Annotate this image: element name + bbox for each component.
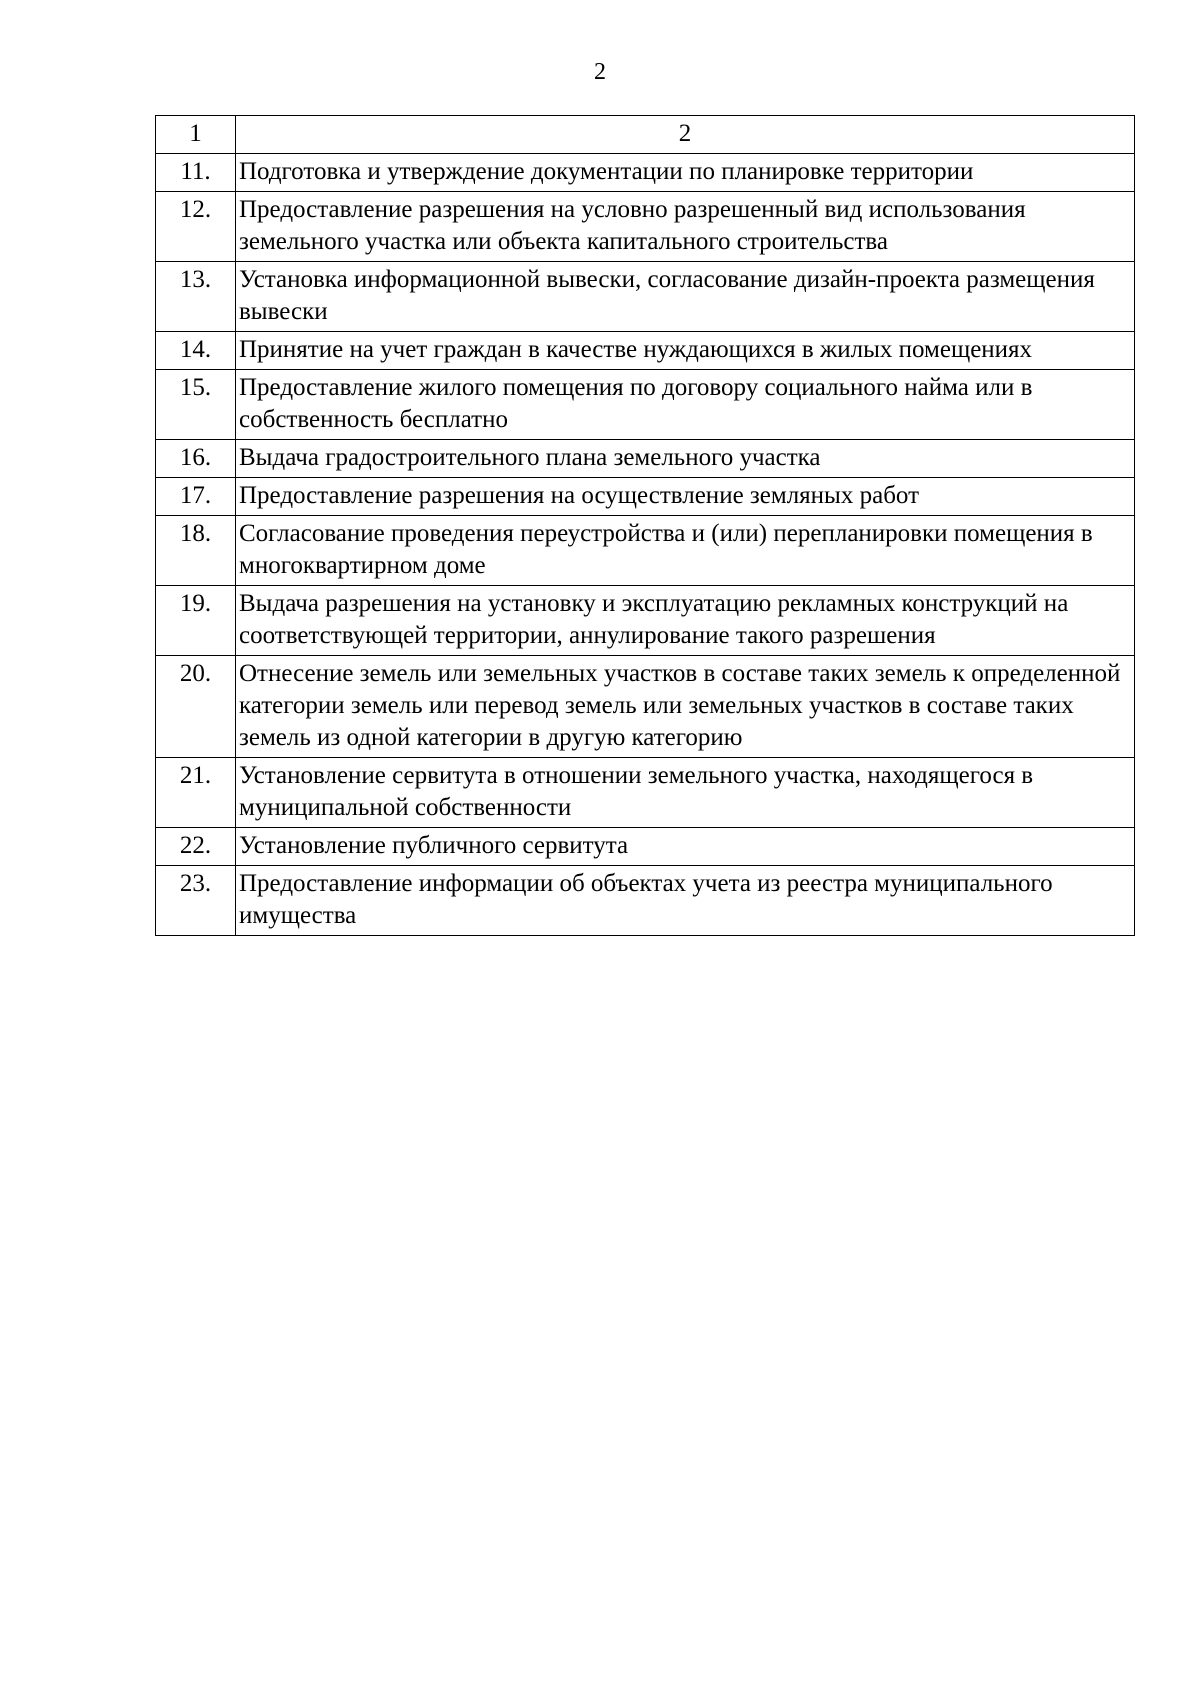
column-header-name: 2 [236,116,1135,154]
row-number: 19. [156,586,236,656]
table-row [156,192,1135,262]
table-row [156,154,1135,192]
page-number: 2 [594,59,606,85]
table-row [156,656,1135,758]
table-row [156,866,1135,936]
row-number: 13. [156,262,236,332]
row-service-name: Предоставление информации об объектах учета из реестра муниципального имущества [236,866,1135,936]
row-service-name: Согласование проведения переустройства и (или) перепланировки помещения в многоквартирном доме [236,516,1135,586]
row-number: 17. [156,478,236,516]
table-row [156,478,1135,516]
table-row [156,828,1135,866]
table-row [156,370,1135,440]
row-service-name: Подготовка и утверждение документации по планировке территории [236,154,1135,192]
row-number: 22. [156,828,236,866]
table-row [156,758,1135,828]
row-number: 12. [156,192,236,262]
row-service-name: Предоставление разрешения на условно разрешенный вид использования земельного участка или объекта капитального строительства [236,192,1135,262]
row-number: 14. [156,332,236,370]
row-service-name: Установление сервитута в отношении земельного участка, находящегося в муниципальной собственности [236,758,1135,828]
row-service-name: Выдача разрешения на установку и эксплуатацию рекламных конструкций на соответствующей территории, аннулирование такого разрешения [236,586,1135,656]
row-service-name: Отнесение земель или земельных участков в составе таких земель к определенной категории земель или перевод земель или земельных участков в составе таких земель из одной категории в другую категорию [236,656,1135,758]
table-row [156,262,1135,332]
row-service-name: Установление публичного сервитута [236,828,1135,866]
row-number: 11. [156,154,236,192]
row-number: 23. [156,866,236,936]
table-row [156,332,1135,370]
row-service-name: Установка информационной вывески, согласование дизайн-проекта размещения вывески [236,262,1135,332]
row-service-name: Предоставление разрешения на осуществление земляных работ [236,478,1135,516]
row-service-name: Выдача градостроительного плана земельного участка [236,440,1135,478]
row-number: 18. [156,516,236,586]
table-row [156,586,1135,656]
row-service-name: Принятие на учет граждан в качестве нуждающихся в жилых помещениях [236,332,1135,370]
row-service-name: Предоставление жилого помещения по договору социального найма или в собственность бесплатно [236,370,1135,440]
table-header-row [156,116,1135,154]
table-row [156,516,1135,586]
row-number: 20. [156,656,236,758]
row-number: 16. [156,440,236,478]
row-number: 21. [156,758,236,828]
row-number: 15. [156,370,236,440]
services-table [155,115,1135,936]
table-row [156,440,1135,478]
column-header-number: 1 [156,116,236,154]
